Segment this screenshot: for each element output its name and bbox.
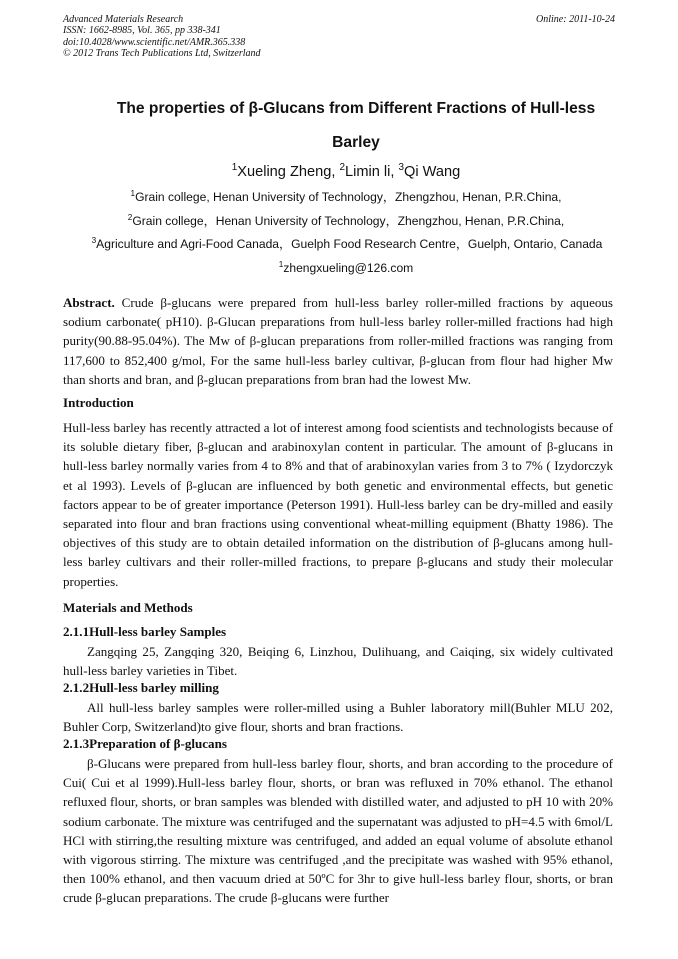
- section-2-1-2-heading: 2.1.2Hull-less barley milling: [63, 680, 219, 695]
- journal-name: Advanced Materials Research: [63, 14, 184, 25]
- affiliation-2: [60, 213, 632, 229]
- section-2-1-1-body: [63, 642, 613, 680]
- copyright-line: © 2012 Trans Tech Publications Ltd, Switzerland: [63, 48, 261, 60]
- introduction-body: [63, 418, 613, 591]
- author-3-name: Qi Wang: [404, 164, 461, 180]
- affiliation-1-text: Grain college, Henan University of Technology，Zhengzhou, Henan, P.R.China,: [135, 190, 562, 204]
- author-1-name: Xueling Zheng,: [237, 164, 340, 180]
- abstract-text: Crude β-glucans were prepared from hull-less barley roller-milled fractions by aqueous sodium carbonate( pH10). β-Glucan preparations from hull-less barley roller-milled fractions had high purity(90.88-95.04%). The Mw of β-glucan preparations from roller-milled fractions was ranging from 117,600 to 852,400 g/mol, For the same hull-less barley cultivar, β-glucan from flour had higher Mw than shorts and bran, and β-glucan preparations from bran had the lowest Mw.: [63, 295, 613, 387]
- author-1-sup: 1: [231, 162, 238, 174]
- section-2-1-1-heading: 2.1.1Hull-less barley Samples: [63, 624, 227, 639]
- section-2-1-3-body: [63, 754, 613, 908]
- author-2-sup: 2: [339, 162, 345, 174]
- paper-title: [70, 92, 642, 160]
- doi-line: doi:10.4028/www.scientific.net/AMR.365.338: [63, 36, 246, 48]
- journal-header: [63, 14, 261, 60]
- section-2-1-2-text: All hull-less barley samples were roller-milled using a Buhler laboratory mill(Buhler MLU 202, Buhler Corp, Switzerland)to give flour, shorts and bran fractions.: [63, 700, 613, 735]
- author-list: [60, 162, 632, 182]
- section-2-1-3-text: β-Glucans were prepared from hull-less barley flour, shorts, and bran according to the procedure of Cui( Cui et al 1999).Hull-less barley flour, shorts, or bran was refluxed in 70% ethanol. The ethanol refluxed flour, shorts, or bran samples was blended with distilled water, and adjusted to pH 10 with 20% sodium carbonate. The mixture was centrifuged and the supernatant was adjusted to pH=4.5 with 6mol/L HCl with stirring,the resulting mixture was centrifuged, and added an equal volume of absolute ethanol with vigorous stirring. The mixture was centrifuged ,and the precipitate was washed with 95% ethanol, then 100% ethanol, and then vacuum dried at 50ºC for 3hr to give hull-less barley flour, shorts, or bran crude β-glucan preparations. The crude β-glucans were further: [63, 756, 613, 906]
- abstract-label: Abstract.: [63, 295, 115, 310]
- section-2-1-1-text: Zangqing 25, Zangqing 320, Beiqing 6, Linzhou, Dulihuang, and Caiqing, six widely cultivated hull-less barley varieties in Tibet.: [63, 644, 613, 679]
- author-2-name: Limin li,: [344, 164, 399, 180]
- affiliation-2-sup: 2: [127, 212, 133, 222]
- affiliation-3-text: Agriculture and Agri-Food Canada，Guelph Food Research Centre，Guelph, Ontario, Canada: [96, 237, 603, 251]
- title-line-1: The properties of β-Glucans from Different Fractions of Hull-less: [116, 100, 596, 117]
- affiliation-3-sup: 3: [91, 235, 97, 245]
- affiliation-2-text: Grain college，Henan University of Technology，Zhengzhou, Henan, P.R.China,: [132, 214, 565, 228]
- author-email: [60, 260, 632, 276]
- introduction-text: Hull-less barley has recently attracted a lot of interest among food scientists and technologists because of its soluble dietary fiber, β-glucan and arabinoxylan content in particular. The amount of β-glucans in hull-less barley normally varies from 4 to 8% and that of arabinoxylan varies from 3 to 7% ( Izydorczyk et al 1993). Levels of β-glucan are influenced by both genetic and environmental effects, but genetic factors appear to be of greater importance (Peterson 1991). Hull-less barley can be dry-milled and easily separated into flour and bran fractions using conventional wheat-milling equipment (Bhatty 1986). The objectives of this study are to obtain detailed information on the distribution of β-glucans among hull-less barley cultivars and their roller-milled fractions, to prepare β-glucans and study their molecular properties.: [63, 420, 613, 589]
- abstract: [63, 293, 613, 389]
- methods-heading: Materials and Methods: [63, 600, 193, 615]
- title-line-2: Barley: [332, 134, 380, 151]
- section-2-1-2-body: [63, 698, 613, 736]
- author-3-sup: 3: [398, 162, 405, 174]
- introduction-heading: Introduction: [63, 395, 134, 410]
- email-text: zhengxueling@126.com: [283, 261, 414, 275]
- section-2-1-3-heading: 2.1.3Preparation of β-glucans: [63, 736, 227, 751]
- affiliation-1: [60, 189, 632, 205]
- affiliation-1-sup: 1: [130, 188, 136, 198]
- affiliation-3: [52, 236, 642, 252]
- online-date: Online: 2011-10-24: [536, 14, 615, 25]
- email-sup: 1: [278, 259, 284, 269]
- issn-line: ISSN: 1662-8985, Vol. 365, pp 338-341: [63, 25, 221, 37]
